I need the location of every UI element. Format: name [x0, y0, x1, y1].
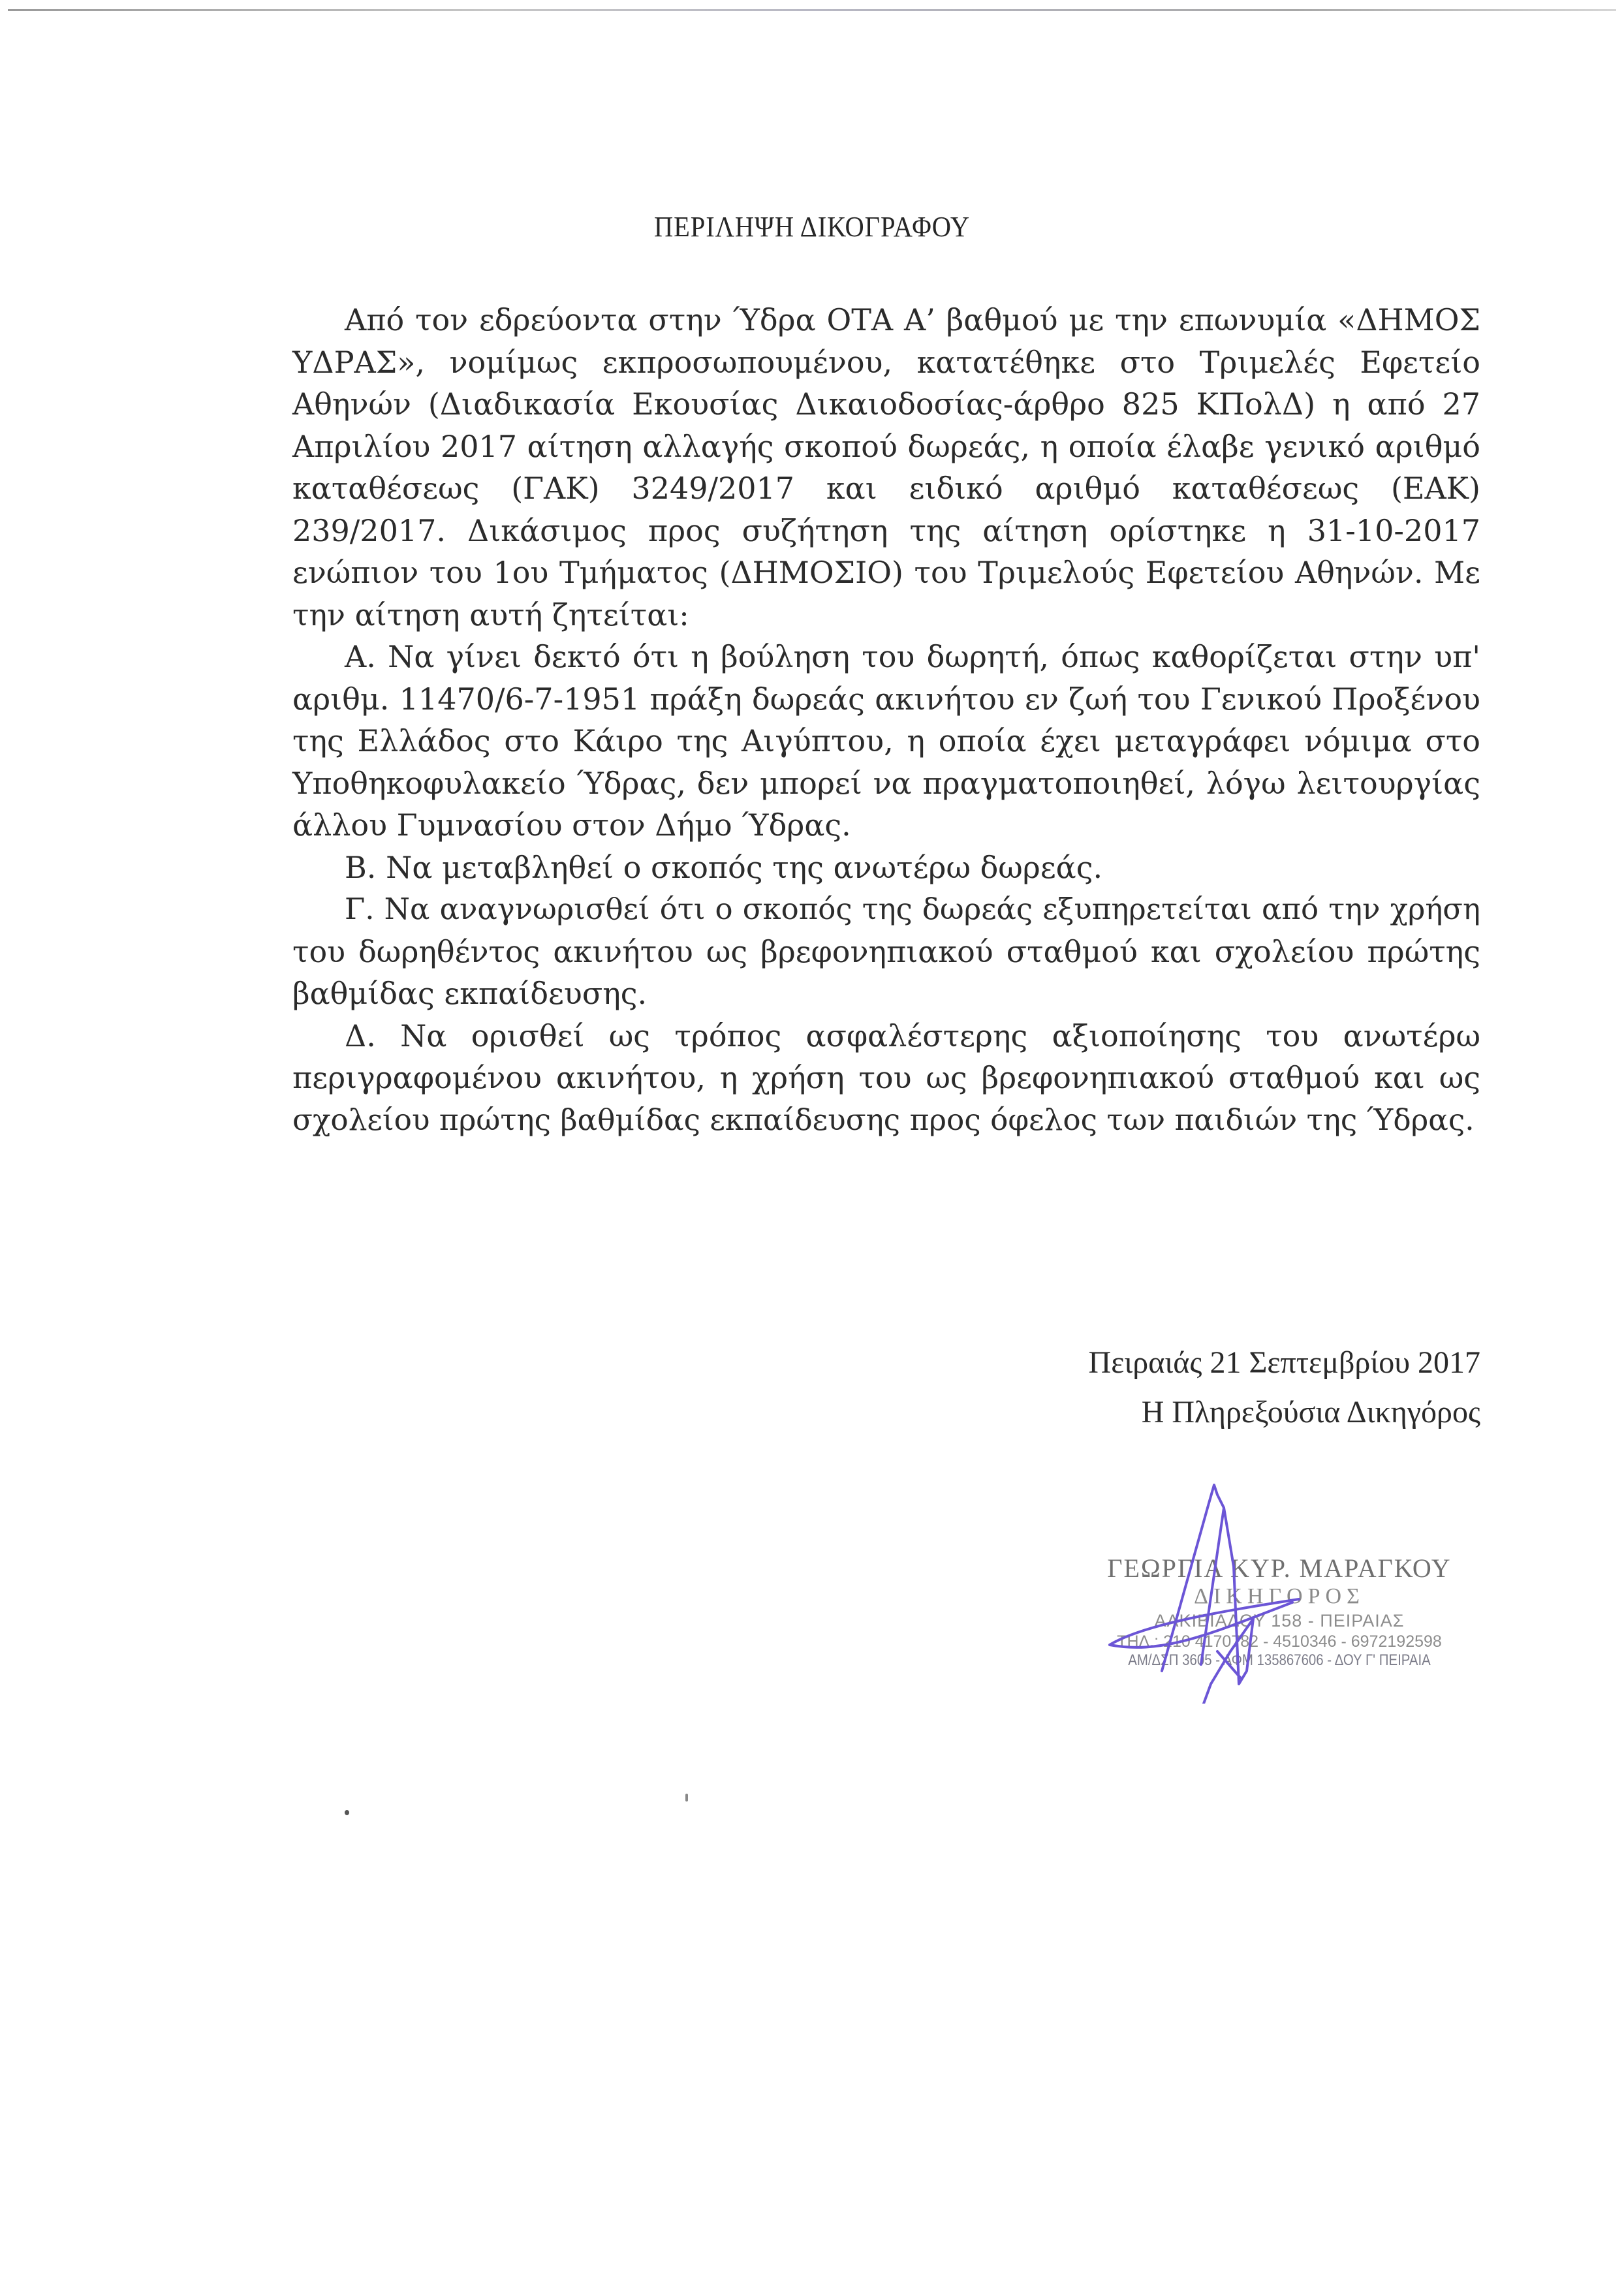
item-line: περιγραφομένου ακινήτου, η χρήση του ως βρεφονηπιακού σταθμού και ως — [292, 1060, 1480, 1095]
item-label: Α. — [345, 639, 376, 674]
item-label: Γ. — [345, 892, 375, 926]
item-line: Υποθηκοφυλακείο Ύδρας, δεν μπορεί να πραγματοποιηθεί, λόγω λειτουργίας — [292, 765, 1480, 801]
intro-line: ΥΔΡΑΣ», νομίμως εκπροσωπουμένου, κατατέθηκε στο Τριμελές Εφετείο — [292, 344, 1480, 380]
item-line: Γ. Να αναγνωρισθεί ότι ο σκοπός της δωρεάς εξυπηρετείται από την χρήση — [345, 892, 1480, 926]
item-line: άλλου Γυμνασίου στον Δήμο Ύδρας. — [292, 807, 851, 843]
scan-top-edge-line — [8, 9, 1616, 11]
intro-line: Από τον εδρεύοντα στην Ύδρα ΟΤΑ Α’ βαθμού με την επωνυμία «ΔΗΜΟΣ — [345, 302, 1480, 337]
intro-line: ενώπιον του 1ου Τμήματος (ΔΗΜΟΣΙΟ) του Τριμελούς Εφετείου Αθηνών. Με — [292, 555, 1480, 590]
item-line: βαθμίδας εκπαίδευσης. — [292, 976, 648, 1011]
document-title: ΠΕΡΙΛΗΨΗ ΔΙΚΟΓΡΑΦΟΥ — [653, 211, 971, 243]
request-item-g — [292, 888, 1480, 1015]
stamp-phone: ΤΗΛ.: 210 4170782 - 4510346 - 6972192598 — [1117, 1632, 1442, 1651]
stamp-tax-info: ΑΜ/ΔΣΠ 3605 - ΑΦΜ 135867606 - ΔΟΥ Γ' ΠΕΙΡΑΙΑ — [1128, 1651, 1431, 1669]
closing-block — [1089, 1338, 1480, 1437]
item-line: του δωρηθέντος ακινήτου ως βρεφονηπιακού σταθμού και σχολείου πρώτης — [292, 933, 1480, 969]
scan-speck — [685, 1794, 688, 1802]
document-body — [292, 299, 1480, 1141]
intro-line: Απριλίου 2017 αίτηση αλλαγής σκοπού δωρεάς, η οποία έλαβε γενικό αριθμό — [292, 428, 1480, 464]
item-label: Δ. — [345, 1018, 376, 1053]
place-and-date: Πειραιάς 21 Σεπτεμβρίου 2017 — [1088, 1345, 1480, 1380]
request-item-b — [292, 847, 1480, 889]
intro-line: καταθέσεως (ΓΑΚ) 3249/2017 και ειδικό αριθμό καταθέσεως (ΕΑΚ) — [292, 471, 1480, 506]
intro-paragraph — [292, 299, 1480, 636]
request-item-a — [292, 636, 1480, 847]
stamp-name: ΓΕΩΡΓΙΑ ΚΥΡ. ΜΑΡΑΓΚΟΥ — [1107, 1553, 1452, 1583]
item-line: Β. Να μεταβληθεί ο σκοπός της ανωτέρω δωρεάς. — [345, 849, 1103, 885]
lawyer-stamp — [1084, 1553, 1475, 1670]
scan-speck — [345, 1810, 349, 1815]
signatory-role: Η Πληρεξούσια Δικηγόρος — [1141, 1395, 1480, 1429]
stamp-address: ΑΛΚΙΒΙΑΔΟΥ 158 - ΠΕΙΡΑΙΑΣ — [1154, 1611, 1405, 1630]
intro-line: 239/2017. Δικάσιμος προς συζήτηση της αίτηση ορίστηκε η 31-10-2017 — [292, 512, 1480, 548]
item-line: σχολείου πρώτης βαθμίδας εκπαίδευσης προς όφελος των παιδιών της Ύδρας. — [292, 1102, 1475, 1137]
item-line: αριθμ. 11470/6-7-1951 πράξη δωρεάς ακινήτου εν ζωή του Γενικού Προξένου — [292, 681, 1480, 717]
intro-line: την αίτηση αυτή ζητείται: — [292, 597, 689, 632]
stamp-role: ΔΙΚΗΓΟΡΟΣ — [1194, 1584, 1365, 1608]
item-line: της Ελλάδος στο Κάιρο της Αιγύπτου, η οποία έχει μεταγράφει νόμιμα στο — [292, 723, 1480, 758]
item-line: Δ. Να ορισθεί ως τρόπος ασφαλέστερης αξιοποίησης του ανωτέρω — [345, 1018, 1480, 1053]
item-line: Α. Να γίνει δεκτό ότι η βούληση του δωρητή, όπως καθορίζεται στην υπ' — [345, 639, 1480, 674]
intro-line: Αθηνών (Διαδικασία Εκουσίας Δικαιοδοσίας-άρθρο 825 ΚΠολΔ) η από 27 — [292, 386, 1480, 422]
item-label: Β. — [345, 849, 377, 885]
request-item-d — [292, 1015, 1480, 1142]
